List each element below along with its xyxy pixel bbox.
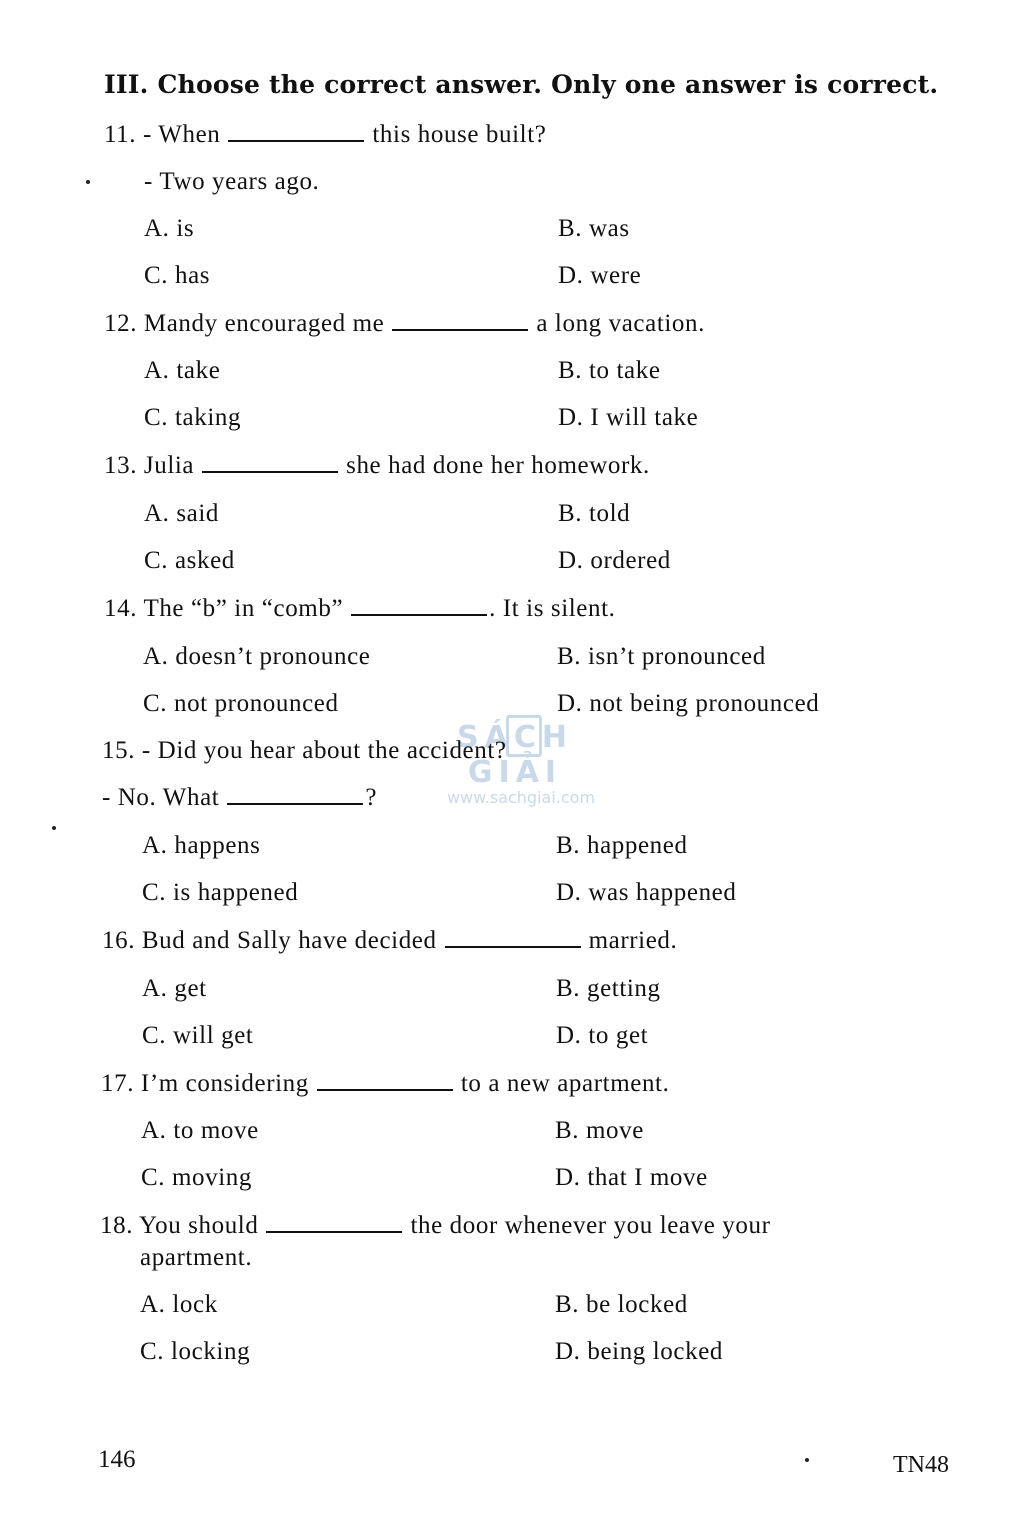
option-b: B. told (558, 500, 631, 527)
scan-speck (805, 1458, 809, 1462)
answer-blank (317, 1071, 453, 1091)
option-a: A. get (142, 975, 207, 1002)
question-15-followup (102, 784, 377, 812)
scan-speck (86, 180, 90, 184)
question-15-stem-start: - No. What (102, 784, 220, 811)
question-13-stem-end: she had done her homework. (346, 452, 650, 479)
option-a: A. to move (141, 1117, 259, 1144)
answer-blank (392, 311, 528, 331)
question-16-stem-end: married. (588, 927, 678, 954)
question-11-reply: - Two years ago. (144, 168, 320, 195)
option-d: D. were (558, 262, 642, 289)
option-d: D. to get (556, 1022, 649, 1049)
option-c: C. has (144, 262, 211, 289)
question-14-stem-end: . It is silent. (489, 595, 616, 622)
option-c: C. locking (140, 1338, 251, 1365)
option-d: D. I will take (558, 404, 699, 431)
answer-blank (228, 122, 364, 142)
option-b: B. be locked (555, 1291, 688, 1318)
option-b: B. to take (558, 357, 661, 384)
question-14-stem-start: 14. The “b” in “comb” (104, 595, 344, 622)
option-b: B. was (558, 215, 630, 242)
question-12 (104, 310, 705, 338)
option-a: A. lock (140, 1291, 218, 1318)
question-15: 15. - Did you hear about the accident? (102, 737, 507, 764)
option-d: D. was happened (556, 879, 737, 906)
scan-speck (52, 826, 56, 830)
question-11 (104, 121, 546, 149)
question-18 (100, 1212, 771, 1240)
option-a: A. doesn’t pronounce (143, 643, 371, 670)
option-a: A. said (144, 500, 220, 527)
watermark-url: www.sachgiai.com (446, 788, 596, 807)
option-d: D. that I move (555, 1164, 708, 1191)
question-14 (104, 595, 616, 623)
option-d: D. ordered (558, 547, 671, 574)
option-a: A. is (144, 215, 195, 242)
question-12-stem-end: a long vacation. (536, 310, 705, 337)
option-c: C. taking (144, 404, 242, 431)
option-b: B. isn’t pronounced (557, 643, 766, 670)
question-17-stem-start: 17. I’m considering (101, 1070, 309, 1097)
option-c: C. moving (141, 1164, 252, 1191)
question-17 (101, 1070, 669, 1098)
option-c: C. not pronounced (143, 690, 339, 717)
question-13-stem-start: 13. Julia (104, 452, 195, 479)
answer-blank (351, 596, 487, 616)
option-c: C. will get (142, 1022, 254, 1049)
option-d: D. being locked (555, 1338, 723, 1365)
watermark-brand: SÁCH GIẢI (457, 720, 573, 790)
page-code: TN48 (893, 1452, 949, 1478)
page-number: 146 (98, 1446, 136, 1473)
question-12-stem-start: 12. Mandy encouraged me (104, 310, 385, 337)
option-b: B. happened (556, 832, 688, 859)
answer-blank (227, 785, 363, 805)
answer-blank (445, 928, 581, 948)
option-b: B. getting (556, 975, 661, 1002)
section-heading: III. Choose the correct answer. Only one answer is correct. (104, 70, 939, 99)
question-16 (102, 927, 677, 955)
question-17-stem-end: to a new apartment. (460, 1070, 670, 1097)
question-18-continuation: apartment. (140, 1244, 253, 1271)
option-a: A. take (144, 357, 221, 384)
question-18-stem-end: the door whenever you leave your (410, 1212, 771, 1239)
question-15-stem-end: ? (365, 784, 378, 811)
option-d: D. not being pronounced (557, 690, 820, 717)
option-c: C. asked (144, 547, 235, 574)
answer-blank (202, 453, 338, 473)
question-16-stem-start: 16. Bud and Sally have decided (102, 927, 437, 954)
watermark-logo-icon (506, 715, 542, 757)
question-11-stem-start: 11. - When (104, 121, 221, 148)
question-18-stem-start: 18. You should (100, 1212, 259, 1239)
question-11-stem-end: this house built? (372, 121, 547, 148)
question-13 (104, 452, 650, 480)
option-a: A. happens (142, 832, 261, 859)
option-c: C. is happened (142, 879, 299, 906)
answer-blank (266, 1213, 402, 1233)
option-b: B. move (555, 1117, 644, 1144)
